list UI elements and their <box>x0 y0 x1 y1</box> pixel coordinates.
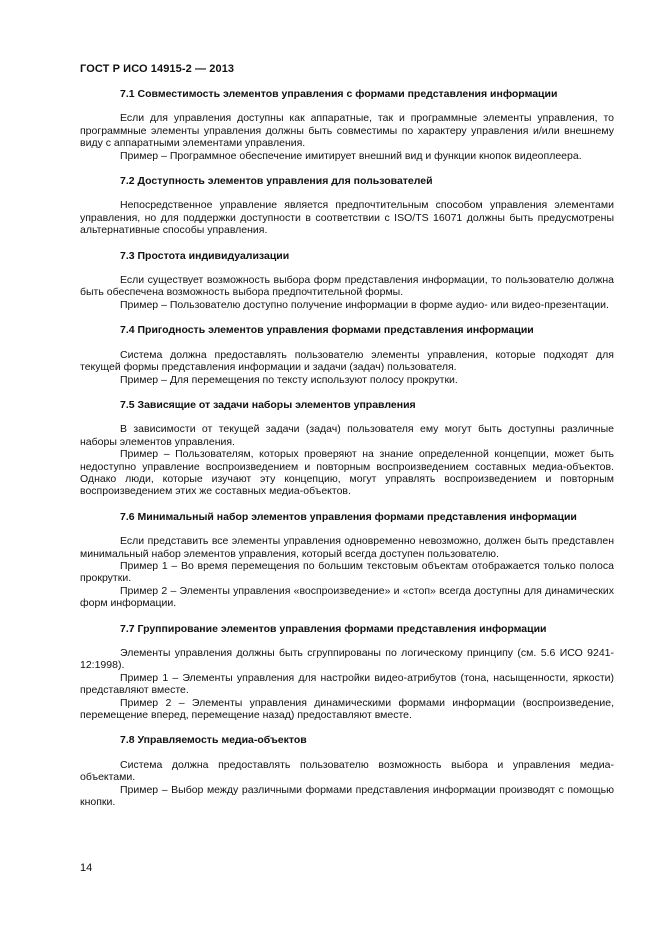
section-7-5 <box>80 399 614 498</box>
example-paragraph: Пример 1 – Элементы управления для настройки видео-атрибутов (тона, насыщенности, яркости) представляют вместе. <box>80 671 614 697</box>
example-paragraph: Пример – Программное обеспечение имитирует внешний вид и функции кнопок видеоплеера. <box>120 149 582 162</box>
section-7-2 <box>80 175 614 237</box>
paragraph: Система должна предоставлять пользователю элементы управления, которые подходят для текущей формы представления информации и задачи (задач) пользователя. <box>80 348 614 374</box>
section-7-6 <box>80 511 614 610</box>
section-7-3 <box>80 250 614 312</box>
section-heading: 7.7 Группирование элементов управления формами представления информации <box>120 622 547 635</box>
paragraph: Элементы управления должны быть сгруппированы по логическому принципу (см. 5.6 ИСО 9241-12:1998). <box>80 647 614 672</box>
paragraph: Если для управления доступны как аппаратные, так и программные элементы управления, то программные элементы управления должны быть совместимы по характеру управления и/или внешнему виду с аппаратными элементами управления. <box>80 112 614 150</box>
document-header: ГОСТ Р ИСО 14915-2 — 2013 <box>80 63 235 75</box>
paragraph: Непосредственное управление является предпочтительным способом управления элементами управления, но для поддержки доступности в соответствии с ISO/TS 16071 должны быть предусмотрены альтернативные способы управления. <box>80 199 614 237</box>
example-paragraph: Пример 2 – Элементы управления динамическими формами информации (воспроизведение, перемещение вперед, перемещение назад) предоставляют вместе. <box>80 696 614 722</box>
section-7-7 <box>80 623 614 722</box>
section-heading: 7.2 Доступность элементов управления для пользователей <box>120 175 433 188</box>
paragraph: В зависимости от текущей задачи (задач) пользователя ему могут быть доступны различные наборы элементов управления. <box>80 423 614 448</box>
example-paragraph: Пример – Пользователю доступно получение информации в форме аудио- или видео-презентации. <box>120 298 609 311</box>
section-heading: 7.8 Управляемость медиа-объектов <box>120 734 307 747</box>
section-7-1 <box>80 88 614 162</box>
paragraph: Если представить все элементы управления одновременно невозможно, должен быть представлен минимальный набор элементов управления, который всегда доступен пользователю. <box>80 535 614 560</box>
section-7-8 <box>80 734 614 808</box>
section-heading: 7.5 Зависящие от задачи наборы элементов управления <box>120 398 416 411</box>
section-heading: 7.3 Простота индивидуализации <box>120 249 290 262</box>
section-heading: 7.1 Совместимость элементов управления с формами представления информации <box>120 88 558 100</box>
section-heading: 7.6 Минимальный набор элементов управления формами представления информации <box>120 510 577 523</box>
example-paragraph: Пример – Пользователям, которых проверяют на знание определенной концепции, может быть недоступно управление воспроизведением и повторным воспроизведением составных медиа-объектов. Однако люди, которые изучают эту концепцию, могут управлять воспроизведением и повторным воспроизведением этих же составных медиа-объектов. <box>80 448 614 498</box>
section-heading: 7.4 Пригодность элементов управления формами представления информации <box>120 324 534 337</box>
example-paragraph: Пример 2 – Элементы управления «воспроизведение» и «стоп» всегда доступны для динамических форм информации. <box>80 584 614 610</box>
document-body <box>80 88 614 821</box>
example-paragraph: Пример – Выбор между различными формами представления информации производят с помощью кнопки. <box>80 783 614 809</box>
section-7-4 <box>80 324 614 386</box>
example-paragraph: Пример – Для перемещения по тексту используют полосу прокрутки. <box>120 373 458 386</box>
paragraph: Система должна предоставлять пользователю возможность выбора и управления медиа-объектами. <box>80 758 614 784</box>
page-number: 14 <box>80 862 93 874</box>
paragraph: Если существует возможность выбора форм представления информации, то пользователю должна быть обеспечена возможность выбора предпочтительной формы. <box>80 274 614 299</box>
example-paragraph: Пример 1 – Во время перемещения по большим текстовым объектам отображается только полоса прокрутки. <box>80 559 614 585</box>
